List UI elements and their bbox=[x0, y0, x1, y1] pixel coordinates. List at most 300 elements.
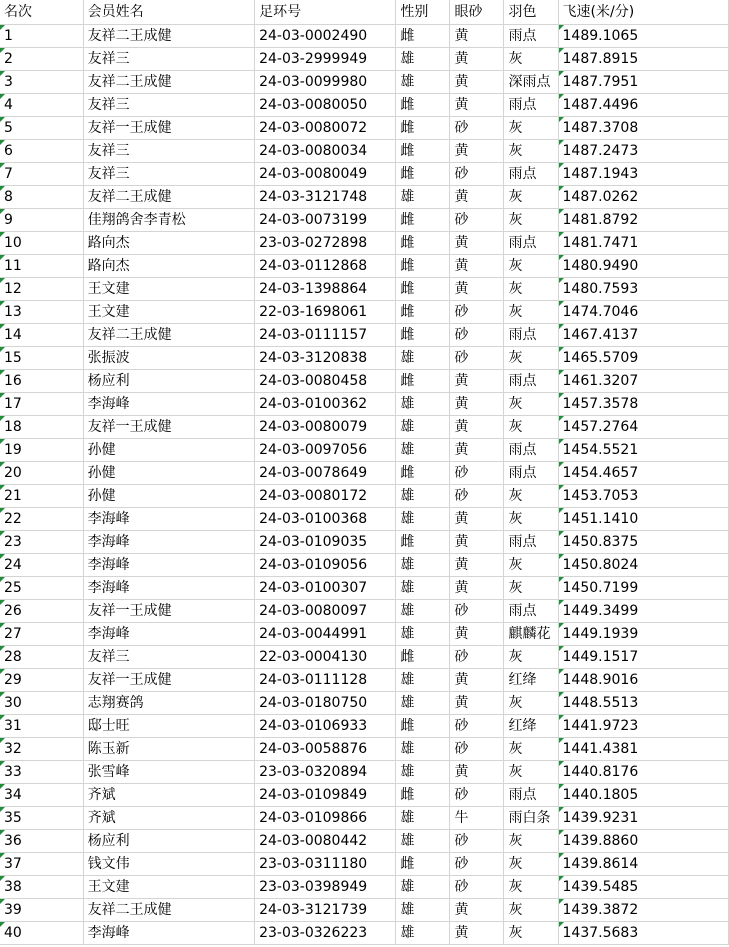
cell-speed[interactable]: 1487.3708 bbox=[558, 117, 728, 140]
cell-member-name[interactable]: 友祥一王成健 bbox=[83, 600, 254, 623]
header-sex[interactable]: 性别 bbox=[396, 0, 450, 25]
cell-eye-sand[interactable]: 牛 bbox=[450, 807, 504, 830]
cell-member-name[interactable]: 王文建 bbox=[83, 301, 254, 324]
table-row bbox=[0, 255, 729, 278]
cell-speed[interactable]: 1450.8375 bbox=[558, 531, 728, 554]
cell-ring-number[interactable]: 24-03-0100368 bbox=[255, 508, 396, 531]
cell-rank[interactable]: 25 bbox=[0, 577, 83, 600]
cell-eye-sand[interactable]: 砂 bbox=[450, 485, 504, 508]
cell-feather-color[interactable]: 灰 bbox=[504, 899, 558, 922]
cell-rank[interactable]: 23 bbox=[0, 531, 83, 554]
table-row bbox=[0, 922, 729, 945]
cell-ring-number[interactable]: 23-03-0398949 bbox=[255, 876, 396, 899]
cell-member-name[interactable]: 陈玉新 bbox=[83, 738, 254, 761]
cell-feather-color[interactable]: 灰 bbox=[504, 278, 558, 301]
cell-rank[interactable]: 12 bbox=[0, 278, 83, 301]
cell-ring-number[interactable]: 24-03-0080050 bbox=[255, 94, 396, 117]
table-row bbox=[0, 715, 729, 738]
table-row bbox=[0, 163, 729, 186]
cell-member-name[interactable]: 路向杰 bbox=[83, 232, 254, 255]
cell-rank[interactable]: 36 bbox=[0, 830, 83, 853]
cell-speed[interactable]: 1449.1517 bbox=[558, 646, 728, 669]
cell-speed[interactable]: 1487.4496 bbox=[558, 94, 728, 117]
header-member-name[interactable]: 会员姓名 bbox=[83, 0, 254, 25]
cell-ring-number[interactable]: 24-03-0112868 bbox=[255, 255, 396, 278]
cell-member-name[interactable]: 孙健 bbox=[83, 462, 254, 485]
cell-ring-number[interactable]: 24-03-0109866 bbox=[255, 807, 396, 830]
cell-sex[interactable]: 雌 bbox=[396, 646, 450, 669]
cell-speed[interactable]: 1487.1943 bbox=[558, 163, 728, 186]
cell-member-name[interactable]: 杨应利 bbox=[83, 830, 254, 853]
cell-eye-sand[interactable]: 砂 bbox=[450, 784, 504, 807]
cell-member-name[interactable]: 张雪峰 bbox=[83, 761, 254, 784]
cell-rank[interactable]: 24 bbox=[0, 554, 83, 577]
cell-rank[interactable]: 30 bbox=[0, 692, 83, 715]
cell-feather-color[interactable]: 灰 bbox=[504, 416, 558, 439]
cell-ring-number[interactable]: 24-03-0100362 bbox=[255, 393, 396, 416]
cell-rank[interactable]: 33 bbox=[0, 761, 83, 784]
cell-eye-sand[interactable]: 黄 bbox=[450, 922, 504, 945]
cell-ring-number[interactable]: 23-03-0320894 bbox=[255, 761, 396, 784]
cell-member-name[interactable]: 佳翔鸽舍李青松 bbox=[83, 209, 254, 232]
cell-sex[interactable]: 雄 bbox=[396, 554, 450, 577]
cell-sex[interactable]: 雌 bbox=[396, 462, 450, 485]
header-rank[interactable]: 名次 bbox=[0, 0, 83, 25]
cell-ring-number[interactable]: 24-03-0106933 bbox=[255, 715, 396, 738]
cell-rank[interactable]: 9 bbox=[0, 209, 83, 232]
cell-feather-color[interactable]: 雨点 bbox=[504, 163, 558, 186]
cell-feather-color[interactable]: 雨点 bbox=[504, 784, 558, 807]
cell-sex[interactable]: 雄 bbox=[396, 508, 450, 531]
cell-feather-color[interactable]: 灰 bbox=[504, 830, 558, 853]
cell-rank[interactable]: 5 bbox=[0, 117, 83, 140]
cell-ring-number[interactable]: 24-03-0109056 bbox=[255, 554, 396, 577]
cell-speed[interactable]: 1449.1939 bbox=[558, 623, 728, 646]
cell-speed[interactable]: 1450.7199 bbox=[558, 577, 728, 600]
cell-member-name[interactable]: 友祥三 bbox=[83, 48, 254, 71]
cell-feather-color[interactable]: 灰 bbox=[504, 186, 558, 209]
cell-rank[interactable]: 21 bbox=[0, 485, 83, 508]
cell-speed[interactable]: 1450.8024 bbox=[558, 554, 728, 577]
cell-sex[interactable]: 雄 bbox=[396, 416, 450, 439]
cell-eye-sand[interactable]: 砂 bbox=[450, 853, 504, 876]
cell-speed[interactable]: 1487.0262 bbox=[558, 186, 728, 209]
cell-ring-number[interactable]: 24-03-0080034 bbox=[255, 140, 396, 163]
cell-sex[interactable]: 雌 bbox=[396, 301, 450, 324]
cell-member-name[interactable]: 齐斌 bbox=[83, 784, 254, 807]
cell-rank[interactable]: 13 bbox=[0, 301, 83, 324]
cell-speed[interactable]: 1489.1065 bbox=[558, 25, 728, 48]
cell-eye-sand[interactable]: 黄 bbox=[450, 416, 504, 439]
cell-speed[interactable]: 1487.2473 bbox=[558, 140, 728, 163]
cell-ring-number[interactable]: 23-03-0326223 bbox=[255, 922, 396, 945]
cell-rank[interactable]: 29 bbox=[0, 669, 83, 692]
cell-sex[interactable]: 雄 bbox=[396, 876, 450, 899]
cell-member-name[interactable]: 友祥一王成健 bbox=[83, 117, 254, 140]
cell-member-name[interactable]: 李海峰 bbox=[83, 623, 254, 646]
cell-feather-color[interactable]: 灰 bbox=[504, 140, 558, 163]
cell-member-name[interactable]: 李海峰 bbox=[83, 922, 254, 945]
cell-rank[interactable]: 40 bbox=[0, 922, 83, 945]
cell-member-name[interactable]: 李海峰 bbox=[83, 508, 254, 531]
cell-feather-color[interactable]: 灰 bbox=[504, 577, 558, 600]
cell-member-name[interactable]: 王文建 bbox=[83, 278, 254, 301]
cell-sex[interactable]: 雌 bbox=[396, 232, 450, 255]
cell-speed[interactable]: 1454.5521 bbox=[558, 439, 728, 462]
cell-sex[interactable]: 雄 bbox=[396, 623, 450, 646]
cell-speed[interactable]: 1439.5485 bbox=[558, 876, 728, 899]
cell-member-name[interactable]: 钱文伟 bbox=[83, 853, 254, 876]
cell-feather-color[interactable]: 灰 bbox=[504, 48, 558, 71]
cell-member-name[interactable]: 孙健 bbox=[83, 439, 254, 462]
cell-rank[interactable]: 1 bbox=[0, 25, 83, 48]
cell-ring-number[interactable]: 24-03-0080442 bbox=[255, 830, 396, 853]
cell-sex[interactable]: 雄 bbox=[396, 922, 450, 945]
cell-member-name[interactable]: 李海峰 bbox=[83, 531, 254, 554]
cell-rank[interactable]: 22 bbox=[0, 508, 83, 531]
cell-speed[interactable]: 1437.5683 bbox=[558, 922, 728, 945]
cell-rank[interactable]: 7 bbox=[0, 163, 83, 186]
cell-ring-number[interactable]: 24-03-1398864 bbox=[255, 278, 396, 301]
cell-sex[interactable]: 雌 bbox=[396, 853, 450, 876]
cell-ring-number[interactable]: 24-03-0002490 bbox=[255, 25, 396, 48]
cell-ring-number[interactable]: 24-03-0080458 bbox=[255, 370, 396, 393]
cell-sex[interactable]: 雄 bbox=[396, 439, 450, 462]
cell-member-name[interactable]: 友祥三 bbox=[83, 140, 254, 163]
cell-speed[interactable]: 1453.7053 bbox=[558, 485, 728, 508]
table-row bbox=[0, 669, 729, 692]
cell-sex[interactable]: 雄 bbox=[396, 186, 450, 209]
cell-eye-sand[interactable]: 黄 bbox=[450, 531, 504, 554]
cell-rank[interactable]: 16 bbox=[0, 370, 83, 393]
table-row bbox=[0, 71, 729, 94]
cell-ring-number[interactable]: 24-03-0111157 bbox=[255, 324, 396, 347]
cell-eye-sand[interactable]: 砂 bbox=[450, 600, 504, 623]
cell-ring-number[interactable]: 22-03-1698061 bbox=[255, 301, 396, 324]
cell-eye-sand[interactable]: 砂 bbox=[450, 324, 504, 347]
cell-sex[interactable]: 雄 bbox=[396, 830, 450, 853]
cell-feather-color[interactable]: 灰 bbox=[504, 554, 558, 577]
cell-speed[interactable]: 1440.8176 bbox=[558, 761, 728, 784]
cell-sex[interactable]: 雄 bbox=[396, 577, 450, 600]
cell-rank[interactable]: 34 bbox=[0, 784, 83, 807]
cell-rank[interactable]: 20 bbox=[0, 462, 83, 485]
cell-eye-sand[interactable]: 黄 bbox=[450, 255, 504, 278]
cell-ring-number[interactable]: 24-03-0180750 bbox=[255, 692, 396, 715]
cell-speed[interactable]: 1480.7593 bbox=[558, 278, 728, 301]
cell-eye-sand[interactable]: 黄 bbox=[450, 232, 504, 255]
cell-eye-sand[interactable]: 砂 bbox=[450, 347, 504, 370]
cell-feather-color[interactable]: 雨点 bbox=[504, 439, 558, 462]
cell-ring-number[interactable]: 24-03-0058876 bbox=[255, 738, 396, 761]
cell-sex[interactable]: 雄 bbox=[396, 600, 450, 623]
cell-feather-color[interactable]: 灰 bbox=[504, 209, 558, 232]
cell-rank[interactable]: 17 bbox=[0, 393, 83, 416]
cell-member-name[interactable]: 志翔赛鸽 bbox=[83, 692, 254, 715]
cell-feather-color[interactable]: 灰 bbox=[504, 738, 558, 761]
cell-sex[interactable]: 雌 bbox=[396, 163, 450, 186]
cell-sex[interactable]: 雌 bbox=[396, 370, 450, 393]
cell-member-name[interactable]: 李海峰 bbox=[83, 577, 254, 600]
cell-feather-color[interactable]: 雨点 bbox=[504, 531, 558, 554]
cell-eye-sand[interactable]: 黄 bbox=[450, 370, 504, 393]
cell-speed[interactable]: 1449.3499 bbox=[558, 600, 728, 623]
cell-eye-sand[interactable]: 黄 bbox=[450, 71, 504, 94]
cell-feather-color[interactable]: 雨白条 bbox=[504, 807, 558, 830]
cell-speed[interactable]: 1448.5513 bbox=[558, 692, 728, 715]
cell-eye-sand[interactable]: 黄 bbox=[450, 623, 504, 646]
cell-speed[interactable]: 1487.8915 bbox=[558, 48, 728, 71]
table-row bbox=[0, 853, 729, 876]
cell-feather-color[interactable]: 红绛 bbox=[504, 669, 558, 692]
cell-feather-color[interactable]: 灰 bbox=[504, 692, 558, 715]
header-feather-color[interactable]: 羽色 bbox=[504, 0, 558, 25]
cell-eye-sand[interactable]: 砂 bbox=[450, 715, 504, 738]
cell-member-name[interactable]: 友祥三 bbox=[83, 163, 254, 186]
cell-feather-color[interactable]: 灰 bbox=[504, 393, 558, 416]
cell-sex[interactable]: 雌 bbox=[396, 531, 450, 554]
table-row bbox=[0, 232, 729, 255]
cell-ring-number[interactable]: 24-03-0080172 bbox=[255, 485, 396, 508]
cell-feather-color[interactable]: 雨点 bbox=[504, 94, 558, 117]
cell-ring-number[interactable]: 24-03-0097056 bbox=[255, 439, 396, 462]
cell-rank[interactable]: 11 bbox=[0, 255, 83, 278]
cell-sex[interactable]: 雄 bbox=[396, 899, 450, 922]
cell-rank[interactable]: 14 bbox=[0, 324, 83, 347]
cell-rank[interactable]: 31 bbox=[0, 715, 83, 738]
cell-feather-color[interactable]: 灰 bbox=[504, 255, 558, 278]
cell-member-name[interactable]: 友祥二王成健 bbox=[83, 71, 254, 94]
table-row bbox=[0, 485, 729, 508]
cell-eye-sand[interactable]: 黄 bbox=[450, 48, 504, 71]
cell-sex[interactable]: 雄 bbox=[396, 393, 450, 416]
cell-feather-color[interactable]: 灰 bbox=[504, 485, 558, 508]
cell-member-name[interactable]: 友祥三 bbox=[83, 94, 254, 117]
cell-speed[interactable]: 1454.4657 bbox=[558, 462, 728, 485]
cell-speed[interactable]: 1448.9016 bbox=[558, 669, 728, 692]
cell-eye-sand[interactable]: 砂 bbox=[450, 301, 504, 324]
cell-feather-color[interactable]: 灰 bbox=[504, 922, 558, 945]
table-row bbox=[0, 577, 729, 600]
cell-eye-sand[interactable]: 黄 bbox=[450, 140, 504, 163]
cell-rank[interactable]: 35 bbox=[0, 807, 83, 830]
cell-member-name[interactable]: 李海峰 bbox=[83, 393, 254, 416]
cell-speed[interactable]: 1465.5709 bbox=[558, 347, 728, 370]
cell-sex[interactable]: 雄 bbox=[396, 738, 450, 761]
cell-speed[interactable]: 1461.3207 bbox=[558, 370, 728, 393]
cell-rank[interactable]: 4 bbox=[0, 94, 83, 117]
cell-ring-number[interactable]: 24-03-0078649 bbox=[255, 462, 396, 485]
cell-ring-number[interactable]: 24-03-3121739 bbox=[255, 899, 396, 922]
cell-sex[interactable]: 雌 bbox=[396, 324, 450, 347]
cell-sex[interactable]: 雄 bbox=[396, 807, 450, 830]
cell-feather-color[interactable]: 雨点 bbox=[504, 370, 558, 393]
cell-eye-sand[interactable]: 黄 bbox=[450, 25, 504, 48]
cell-feather-color[interactable]: 灰 bbox=[504, 646, 558, 669]
cell-rank[interactable]: 38 bbox=[0, 876, 83, 899]
cell-ring-number[interactable]: 24-03-0080097 bbox=[255, 600, 396, 623]
cell-ring-number[interactable]: 24-03-3121748 bbox=[255, 186, 396, 209]
cell-feather-color[interactable]: 灰 bbox=[504, 761, 558, 784]
cell-ring-number[interactable]: 22-03-0004130 bbox=[255, 646, 396, 669]
cell-eye-sand[interactable]: 砂 bbox=[450, 646, 504, 669]
cell-rank[interactable]: 19 bbox=[0, 439, 83, 462]
cell-speed[interactable]: 1441.9723 bbox=[558, 715, 728, 738]
cell-member-name[interactable]: 张振波 bbox=[83, 347, 254, 370]
cell-feather-color[interactable]: 灰 bbox=[504, 853, 558, 876]
cell-eye-sand[interactable]: 砂 bbox=[450, 209, 504, 232]
cell-feather-color[interactable]: 红绛 bbox=[504, 715, 558, 738]
cell-sex[interactable]: 雌 bbox=[396, 117, 450, 140]
cell-speed[interactable]: 1451.1410 bbox=[558, 508, 728, 531]
cell-eye-sand[interactable]: 砂 bbox=[450, 738, 504, 761]
cell-sex[interactable]: 雄 bbox=[396, 692, 450, 715]
cell-ring-number[interactable]: 23-03-0272898 bbox=[255, 232, 396, 255]
cell-rank[interactable]: 39 bbox=[0, 899, 83, 922]
cell-feather-color[interactable]: 灰 bbox=[504, 347, 558, 370]
cell-ring-number[interactable]: 24-03-0109849 bbox=[255, 784, 396, 807]
cell-member-name[interactable]: 王文建 bbox=[83, 876, 254, 899]
cell-rank[interactable]: 3 bbox=[0, 71, 83, 94]
cell-feather-color[interactable]: 雨点 bbox=[504, 25, 558, 48]
cell-rank[interactable]: 6 bbox=[0, 140, 83, 163]
cell-eye-sand[interactable]: 黄 bbox=[450, 554, 504, 577]
cell-member-name[interactable]: 友祥一王成健 bbox=[83, 416, 254, 439]
cell-speed[interactable]: 1439.8614 bbox=[558, 853, 728, 876]
cell-eye-sand[interactable]: 黄 bbox=[450, 393, 504, 416]
cell-ring-number[interactable]: 24-03-0073199 bbox=[255, 209, 396, 232]
cell-ring-number[interactable]: 24-03-0080079 bbox=[255, 416, 396, 439]
cell-feather-color[interactable]: 灰 bbox=[504, 876, 558, 899]
cell-eye-sand[interactable]: 砂 bbox=[450, 462, 504, 485]
cell-rank[interactable]: 26 bbox=[0, 600, 83, 623]
cell-feather-color[interactable]: 深雨点 bbox=[504, 71, 558, 94]
cell-member-name[interactable]: 友祥二王成健 bbox=[83, 324, 254, 347]
cell-ring-number[interactable]: 24-03-0080072 bbox=[255, 117, 396, 140]
cell-member-name[interactable]: 齐斌 bbox=[83, 807, 254, 830]
cell-eye-sand[interactable]: 黄 bbox=[450, 692, 504, 715]
cell-ring-number[interactable]: 24-03-0044991 bbox=[255, 623, 396, 646]
cell-speed[interactable]: 1457.2764 bbox=[558, 416, 728, 439]
cell-sex[interactable]: 雄 bbox=[396, 485, 450, 508]
cell-rank[interactable]: 37 bbox=[0, 853, 83, 876]
table-row bbox=[0, 554, 729, 577]
header-eye-sand[interactable]: 眼砂 bbox=[450, 0, 504, 25]
cell-member-name[interactable]: 友祥一王成健 bbox=[83, 669, 254, 692]
cell-speed[interactable]: 1480.9490 bbox=[558, 255, 728, 278]
cell-feather-color[interactable]: 麒麟花 bbox=[504, 623, 558, 646]
cell-rank[interactable]: 15 bbox=[0, 347, 83, 370]
cell-speed[interactable]: 1467.4137 bbox=[558, 324, 728, 347]
cell-rank[interactable]: 8 bbox=[0, 186, 83, 209]
cell-member-name[interactable]: 友祥二王成健 bbox=[83, 186, 254, 209]
cell-member-name[interactable]: 友祥二王成健 bbox=[83, 25, 254, 48]
cell-feather-color[interactable]: 灰 bbox=[504, 301, 558, 324]
cell-eye-sand[interactable]: 黄 bbox=[450, 899, 504, 922]
cell-feather-color[interactable]: 雨点 bbox=[504, 232, 558, 255]
cell-eye-sand[interactable]: 砂 bbox=[450, 830, 504, 853]
cell-eye-sand[interactable]: 黄 bbox=[450, 439, 504, 462]
cell-sex[interactable]: 雌 bbox=[396, 94, 450, 117]
cell-feather-color[interactable]: 灰 bbox=[504, 508, 558, 531]
header-speed[interactable]: 飞速(米/分) bbox=[558, 0, 728, 25]
cell-speed[interactable]: 1474.7046 bbox=[558, 301, 728, 324]
cell-member-name[interactable]: 路向杰 bbox=[83, 255, 254, 278]
table-row bbox=[0, 347, 729, 370]
cell-sex[interactable]: 雄 bbox=[396, 71, 450, 94]
cell-sex[interactable]: 雄 bbox=[396, 347, 450, 370]
cell-rank[interactable]: 2 bbox=[0, 48, 83, 71]
cell-sex[interactable]: 雌 bbox=[396, 715, 450, 738]
table-row bbox=[0, 830, 729, 853]
cell-speed[interactable]: 1439.3872 bbox=[558, 899, 728, 922]
header-ring-number[interactable]: 足环号 bbox=[255, 0, 396, 25]
cell-ring-number[interactable]: 24-03-2999949 bbox=[255, 48, 396, 71]
cell-speed[interactable]: 1481.7471 bbox=[558, 232, 728, 255]
cell-member-name[interactable]: 李海峰 bbox=[83, 554, 254, 577]
cell-member-name[interactable]: 杨应利 bbox=[83, 370, 254, 393]
cell-feather-color[interactable]: 雨点 bbox=[504, 324, 558, 347]
cell-rank[interactable]: 32 bbox=[0, 738, 83, 761]
cell-ring-number[interactable]: 23-03-0311180 bbox=[255, 853, 396, 876]
cell-eye-sand[interactable]: 砂 bbox=[450, 876, 504, 899]
cell-ring-number[interactable]: 24-03-0099980 bbox=[255, 71, 396, 94]
cell-sex[interactable]: 雌 bbox=[396, 255, 450, 278]
cell-speed[interactable]: 1441.4381 bbox=[558, 738, 728, 761]
cell-eye-sand[interactable]: 砂 bbox=[450, 117, 504, 140]
cell-sex[interactable]: 雄 bbox=[396, 669, 450, 692]
cell-eye-sand[interactable]: 黄 bbox=[450, 761, 504, 784]
cell-speed[interactable]: 1440.1805 bbox=[558, 784, 728, 807]
cell-eye-sand[interactable]: 黄 bbox=[450, 577, 504, 600]
cell-member-name[interactable]: 邸士旺 bbox=[83, 715, 254, 738]
cell-eye-sand[interactable]: 黄 bbox=[450, 94, 504, 117]
cell-member-name[interactable]: 友祥三 bbox=[83, 646, 254, 669]
cell-member-name[interactable]: 友祥二王成健 bbox=[83, 899, 254, 922]
cell-ring-number[interactable]: 24-03-3120838 bbox=[255, 347, 396, 370]
cell-sex[interactable]: 雄 bbox=[396, 761, 450, 784]
cell-ring-number[interactable]: 24-03-0111128 bbox=[255, 669, 396, 692]
cell-speed[interactable]: 1439.8860 bbox=[558, 830, 728, 853]
cell-speed[interactable]: 1487.7951 bbox=[558, 71, 728, 94]
cell-sex[interactable]: 雄 bbox=[396, 48, 450, 71]
cell-feather-color[interactable]: 雨点 bbox=[504, 600, 558, 623]
cell-sex[interactable]: 雌 bbox=[396, 25, 450, 48]
cell-eye-sand[interactable]: 黄 bbox=[450, 186, 504, 209]
cell-rank[interactable]: 18 bbox=[0, 416, 83, 439]
cell-rank[interactable]: 27 bbox=[0, 623, 83, 646]
cell-sex[interactable]: 雌 bbox=[396, 784, 450, 807]
cell-eye-sand[interactable]: 黄 bbox=[450, 278, 504, 301]
cell-sex[interactable]: 雌 bbox=[396, 209, 450, 232]
cell-ring-number[interactable]: 24-03-0100307 bbox=[255, 577, 396, 600]
cell-eye-sand[interactable]: 黄 bbox=[450, 508, 504, 531]
cell-sex[interactable]: 雌 bbox=[396, 278, 450, 301]
cell-ring-number[interactable]: 24-03-0080049 bbox=[255, 163, 396, 186]
cell-eye-sand[interactable]: 黄 bbox=[450, 669, 504, 692]
cell-speed[interactable]: 1439.9231 bbox=[558, 807, 728, 830]
cell-feather-color[interactable]: 雨点 bbox=[504, 462, 558, 485]
cell-sex[interactable]: 雌 bbox=[396, 140, 450, 163]
cell-rank[interactable]: 10 bbox=[0, 232, 83, 255]
cell-rank[interactable]: 28 bbox=[0, 646, 83, 669]
cell-speed[interactable]: 1481.8792 bbox=[558, 209, 728, 232]
cell-member-name[interactable]: 孙健 bbox=[83, 485, 254, 508]
cell-speed[interactable]: 1457.3578 bbox=[558, 393, 728, 416]
cell-eye-sand[interactable]: 砂 bbox=[450, 163, 504, 186]
cell-feather-color[interactable]: 灰 bbox=[504, 117, 558, 140]
cell-ring-number[interactable]: 24-03-0109035 bbox=[255, 531, 396, 554]
